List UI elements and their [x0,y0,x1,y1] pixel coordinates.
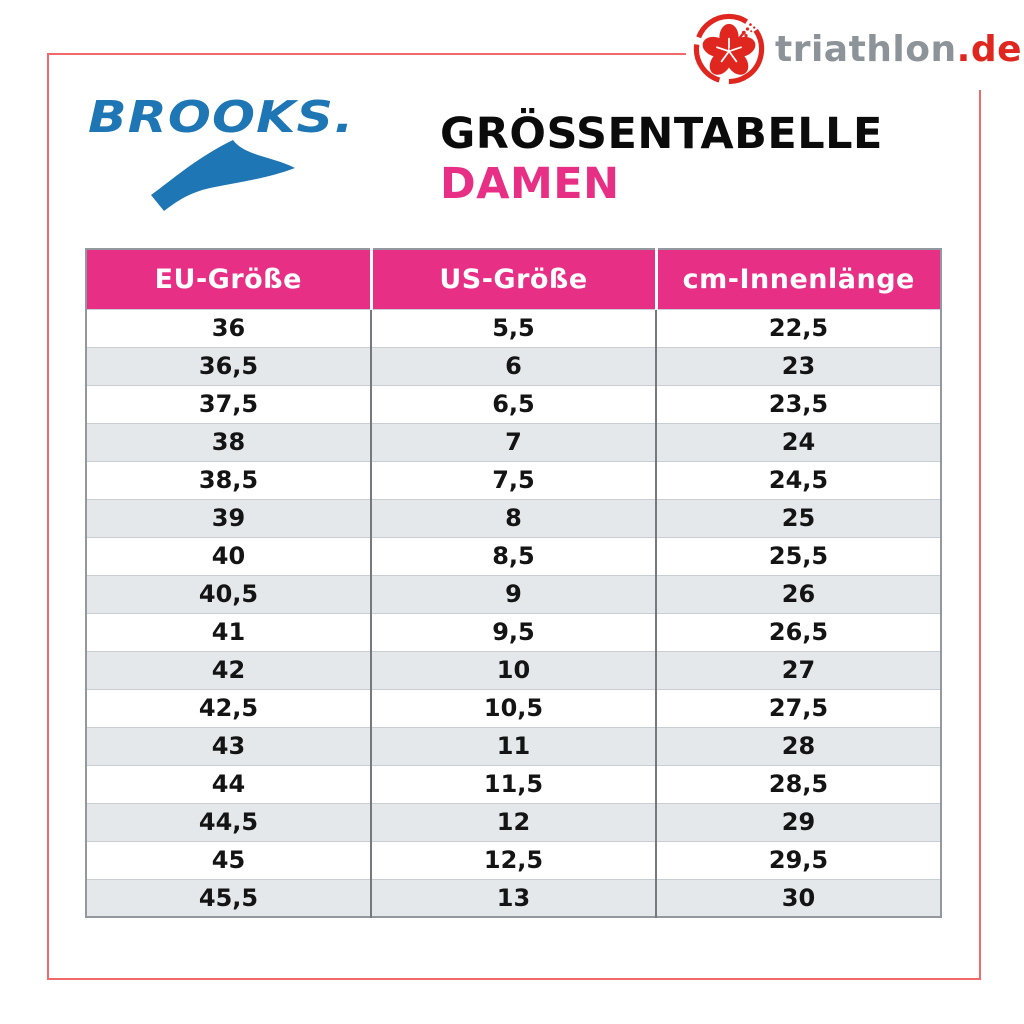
size-cell: 28 [656,727,941,765]
size-cell: 41 [86,613,371,651]
size-cell: 27,5 [656,689,941,727]
site-logo [686,8,1024,90]
size-cell: 42 [86,651,371,689]
size-cell: 6 [371,347,656,385]
column-header: cm-Innenlänge [656,249,941,309]
table-row [86,765,941,803]
size-cell: 40 [86,537,371,575]
page-title: GRÖSSENTABELLE [440,109,883,159]
size-cell: 38,5 [86,461,371,499]
size-cell: 36 [86,309,371,347]
size-cell: 7,5 [371,461,656,499]
table-row [86,309,941,347]
column-header: EU-Größe [86,249,371,309]
table-row [86,689,941,727]
size-cell: 23,5 [656,385,941,423]
size-cell: 45 [86,841,371,879]
title-block [440,109,883,210]
brooks-swoosh-icon [148,136,304,214]
size-cell: 44,5 [86,803,371,841]
size-cell: 8 [371,499,656,537]
size-cell: 29 [656,803,941,841]
table-row [86,423,941,461]
table-row [86,651,941,689]
size-cell: 24,5 [656,461,941,499]
site-name: triathlon [775,28,957,70]
size-cell: 26 [656,575,941,613]
size-cell: 11,5 [371,765,656,803]
size-cell: 9 [371,575,656,613]
table-row [86,461,941,499]
size-cell: 25,5 [656,537,941,575]
size-cell: 43 [86,727,371,765]
size-cell: 8,5 [371,537,656,575]
size-cell: 24 [656,423,941,461]
size-cell: 38 [86,423,371,461]
column-header: US-Größe [371,249,656,309]
table-row [86,385,941,423]
size-cell: 37,5 [86,385,371,423]
size-cell: 28,5 [656,765,941,803]
size-cell: 10 [371,651,656,689]
page-subtitle: DAMEN [440,159,620,210]
size-cell: 40,5 [86,575,371,613]
size-cell: 9,5 [371,613,656,651]
size-table-header [86,249,941,309]
size-cell: 45,5 [86,879,371,917]
size-cell: 29,5 [656,841,941,879]
size-cell: 11 [371,727,656,765]
table-row [86,613,941,651]
table-row [86,537,941,575]
size-cell: 22,5 [656,309,941,347]
table-row [86,879,941,917]
size-cell: 6,5 [371,385,656,423]
size-cell: 27 [656,651,941,689]
hibiscus-icon [692,12,766,86]
size-cell: 13 [371,879,656,917]
size-cell: 30 [656,879,941,917]
size-table-body [86,309,941,917]
size-cell: 26,5 [656,613,941,651]
table-row [86,841,941,879]
table-row [86,499,941,537]
size-cell: 7 [371,423,656,461]
size-cell: 12 [371,803,656,841]
size-cell: 5,5 [371,309,656,347]
size-cell: 44 [86,765,371,803]
size-cell: 10,5 [371,689,656,727]
header-row [86,249,941,309]
table-row [86,803,941,841]
table-row [86,575,941,613]
size-cell: 36,5 [86,347,371,385]
table-row [86,347,941,385]
site-logo-text [775,29,1022,70]
table-row [86,727,941,765]
size-cell: 23 [656,347,941,385]
size-cell: 39 [86,499,371,537]
size-table [85,248,942,918]
size-cell: 25 [656,499,941,537]
brand-wordmark: BROOKS. [88,92,355,143]
size-cell: 12,5 [371,841,656,879]
size-cell: 42,5 [86,689,371,727]
site-domain: .de [956,28,1023,70]
